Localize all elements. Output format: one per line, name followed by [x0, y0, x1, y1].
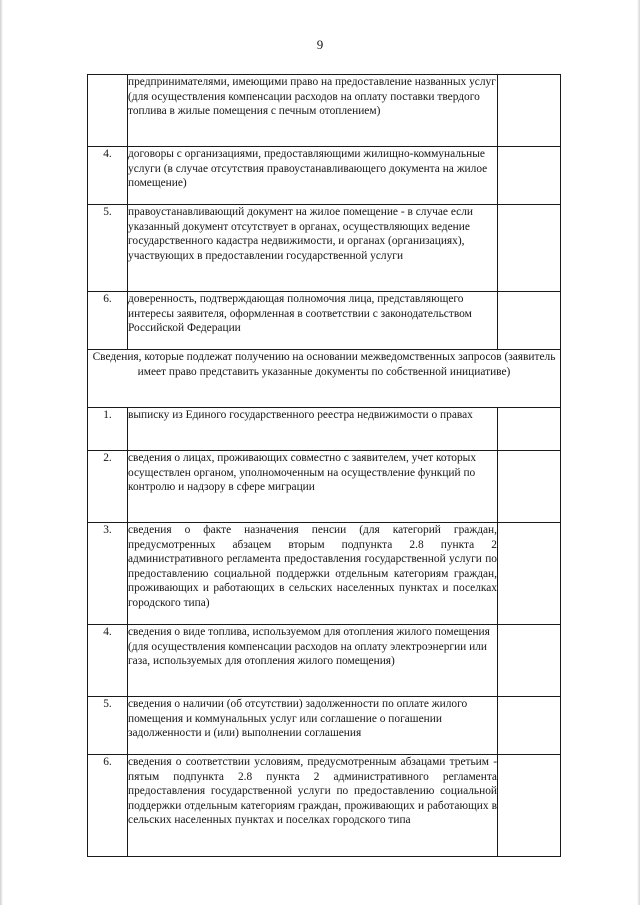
table-row	[88, 147, 561, 205]
scan-edge-left	[0, 0, 3, 905]
row-number: 5.	[88, 697, 128, 755]
table-row	[88, 523, 561, 625]
table-row	[88, 408, 561, 451]
row-blank-cell	[498, 755, 561, 857]
row-blank-cell	[498, 292, 561, 350]
row-blank-cell	[498, 523, 561, 625]
row-text: сведения о виде топлива, используемом для отопления жилого помещения (для осуществления компенсации расходов на оплату электроэнергии или газа, используемых для отопления жилого помещения)	[128, 625, 498, 697]
row-text: сведения о лицах, проживающих совместно с заявителем, учет которых осуществлен органом, уполномоченным на осуществление функций по контролю и надзору в сфере миграции	[128, 451, 498, 523]
row-text: сведения о факте назначения пенсии (для категорий граждан, предусмотренных абзацем вторым подпункта 2.8 пункта 2 административного регламента предоставления государственной услуги по предоставлению социальной поддержки отдельным категориям граждан, проживающих и работающих в сельских населенных пунктах и поселках городского типа)	[128, 523, 498, 625]
row-blank-cell	[498, 205, 561, 292]
row-text: сведения о соответствии условиям, предусмотренным абзацами третьим - пятым подпункта 2.8 пункта 2 административного регламента предоставления государственной услуги по предоставлению социальной поддержки отдельным категориям граждан, проживающих и работающих в сельских населенных пунктах и поселках городского типа	[128, 755, 498, 857]
section-heading: Сведения, которые подлежат получению на основании межведомственных запросов (заявитель имеет право представить указанные документы по собственной инициативе)	[88, 350, 561, 408]
row-text: правоустанавливающий документ на жилое помещение - в случае если указанный документ отсутствует в органах, осуществляющих ведение государственного кадастра недвижимости, и органах (организациях), участвующих в предоставлении государственной услуги	[128, 205, 498, 292]
table-row	[88, 75, 561, 147]
page-number: 9	[316, 37, 324, 52]
table-row	[88, 451, 561, 523]
row-number: 5.	[88, 205, 128, 292]
row-number: 6.	[88, 755, 128, 857]
row-number: 3.	[88, 523, 128, 625]
section-row	[88, 350, 561, 408]
row-text: выписку из Единого государственного реестра недвижимости о правах	[128, 408, 498, 451]
row-number: 4.	[88, 147, 128, 205]
row-blank-cell	[498, 625, 561, 697]
row-number: 2.	[88, 451, 128, 523]
row-number: 4.	[88, 625, 128, 697]
row-text: договоры с организациями, предоставляющими жилищно-коммунальные услуги (в случае отсутствия правоустанавливающего документа на жилое помещение)	[128, 147, 498, 205]
row-number: 6.	[88, 292, 128, 350]
row-number: 1.	[88, 408, 128, 451]
documents-table	[87, 74, 561, 857]
table-row	[88, 292, 561, 350]
row-blank-cell	[498, 147, 561, 205]
row-blank-cell	[498, 75, 561, 147]
row-text: предпринимателями, имеющими право на предоставление названных услуг (для осуществления компенсации расходов на оплату поставки твердого топлива в жилые помещения с печным отоплением)	[128, 75, 498, 147]
table-row	[88, 697, 561, 755]
row-number	[88, 75, 128, 147]
row-text: доверенность, подтверждающая полномочия лица, представляющего интересы заявителя, оформленная в соответствии с законодательством Российской Федерации	[128, 292, 498, 350]
row-blank-cell	[498, 408, 561, 451]
table-row	[88, 625, 561, 697]
table-row	[88, 205, 561, 292]
row-blank-cell	[498, 697, 561, 755]
table-row	[88, 755, 561, 857]
row-text: сведения о наличии (об отсутствии) задолженности по оплате жилого помещения и коммунальных услуг или соглашение о погашении задолженности и (или) выполнении соглашения	[128, 697, 498, 755]
row-blank-cell	[498, 451, 561, 523]
